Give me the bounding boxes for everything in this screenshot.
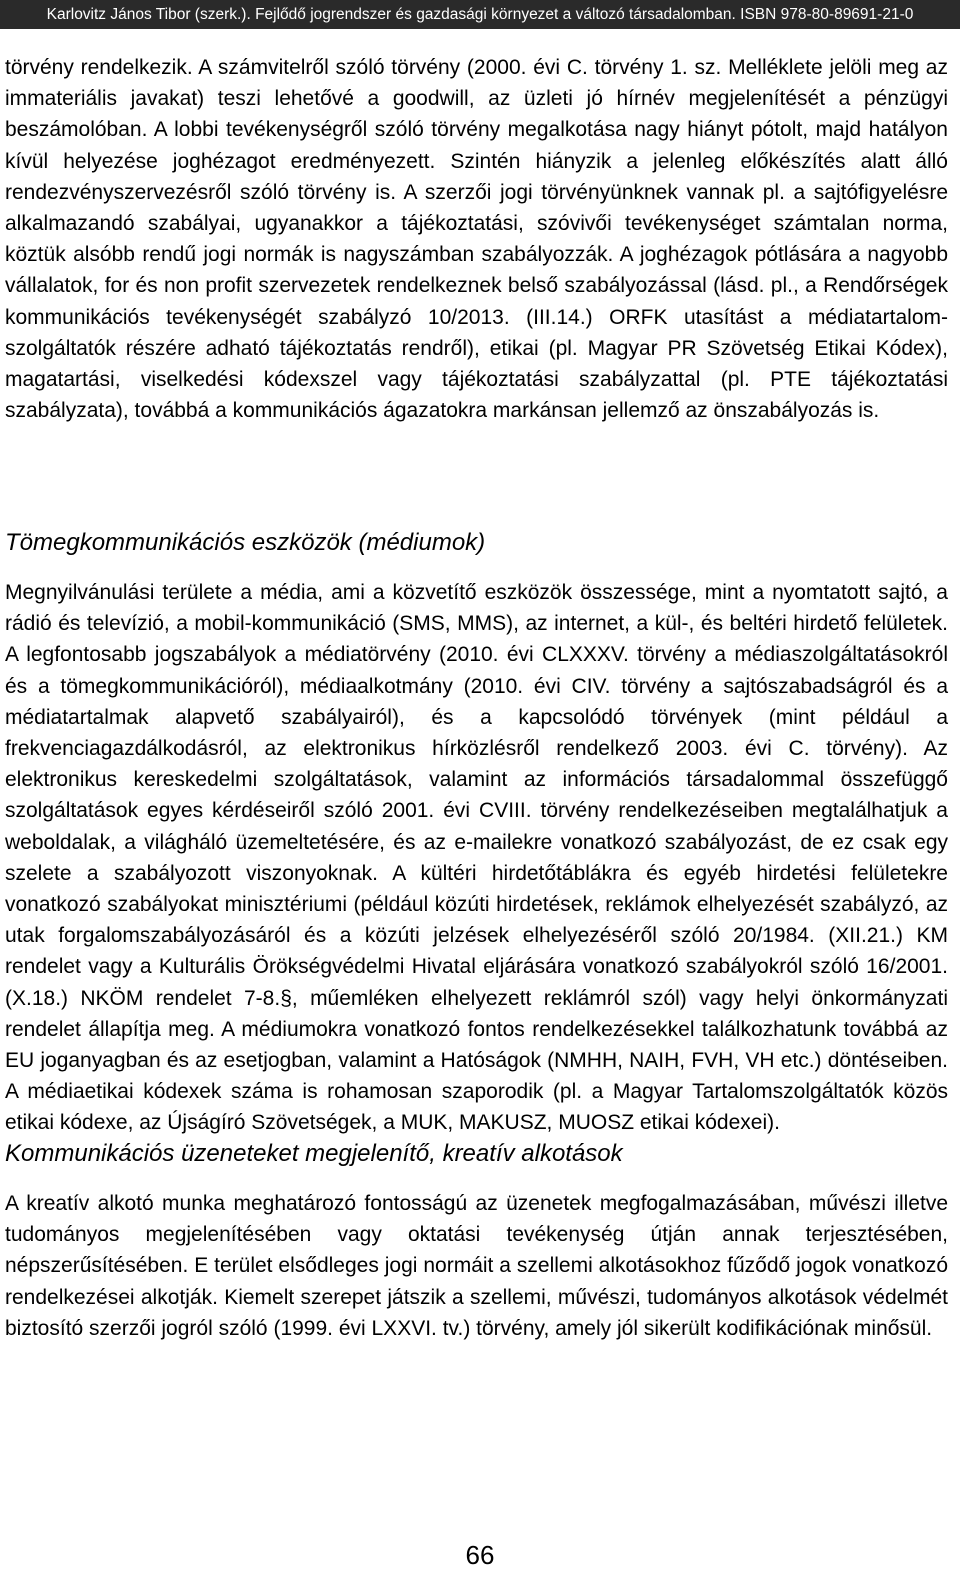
page-body	[5, 52, 948, 1340]
running-header: Karlovitz János Tibor (szerk.). Fejlődő jogrendszer és gazdasági környezet a változó társadalomban. ISBN 978-80-89691-21-0	[0, 0, 960, 29]
page-number: 66	[465, 1540, 495, 1570]
paragraph-legal-framework: törvény rendelkezik. A számvitelről szóló törvény (2000. évi C. törvény 1. sz. Melléklete jelöli meg az immateriális javakat) teszi lehetővé a goodwill, az üzleti jó hírnév megjelenítését a pénzügyi beszámolóban. A lobbi tevékenységről szóló törvény megalkotása nagy hiányt pótolt, majd hatályon kívül helyezése joghézagot eredményezett. Szintén hiányzik a jelenleg előkészítés alatt álló rendezvényszervezésről szóló törvény is. A szerzői jogi törvényünknek vannak pl. a sajtófigyelésre alkalmazandó szabályai, ugyanakkor a tájékoztatási, szóvivői tevékenységet számtalan norma, köztük alsóbb rendű jogi normák is nagyszámban szabályozzák. A joghézagok pótlására a nagyobb vállalatok, for és non profit szervezetek rendelkeznek belső szabályozással (lásd. pl., a Rendőrségek kommunikációs tevékenységét szabályzó 10/2013. (III.14.) ORFK utasítást a médiatartalom-szolgáltatók részére adható tájékoztatás rendről), etikai (pl. Magyar PR Szövetség Etikai Kódex), magatartási, viselkedési kódexszel vagy tájékoztatási szabályzattal (pl. PTE tájékoztatási szabályzata), továbbá a kommunikációs ágazatokra markánsan jellemző az önszabályozás is.	[5, 56, 948, 423]
section-heading-mass-media: Tömegkommunikációs eszközök (médiumok)	[5, 529, 486, 556]
paragraph-mass-media: Megnyilvánulási területe a média, ami a közvetítő eszközök összessége, mint a nyomtatott sajtó, a rádió és televízió, a mobil-kommunikáció (SMS, MMS), az internet, a kül-, és beltéri hirdető felületek. A legfontosabb jogszabályok a médiatörvény (2010. évi CLXXXV. törvény a médiaszolgáltatásokról és a tömegkommunikációról), médiaalkotmány (2010. évi CIV. törvény a sajtószabadságról és a médiatartalmak alapvető szabályairól), és a kapcsolódó törvények (mint például a frekvenciagazdálkodásról, az elektronikus hírközlésről rendelkező 2003. évi C. törvény). Az elektronikus kereskedelmi szolgáltatások, valamint az információs társadalommal összefüggő szolgáltatások egyes kérdéseiről szóló 2001. évi CVIII. törvény rendelkezéseiben megtalálhatjuk a weboldalak, a világháló üzemeltetésére, és az e-mailekre vonatkozó szabályozást, de ez csak egy szelete a szabályozott viszonyoknak. A kültéri hirdetőtáblákra és egyéb hirdetési felületekre vonatkozó szabályokat minisztériumi (például közúti hirdetések, reklámok elhelyezését szabályzó, az utak forgalomszabályozásáról és a közúti jelzések elhelyezéséről szóló 20/1984. (XII.21.) KM rendelet vagy a Kulturális Örökségvédelmi Hivatal eljárására vonatkozó szabályokról szóló 16/2001. (X.18.) NKÖM rendelet 7-8.§, műemléken elhelyezett reklámról szól) vagy helyi önkormányzati rendelet állapítja meg. A médiumokra vonatkozó fontos rendelkezésekkel találkozhatunk továbbá az EU joganyagban és az esetjogban, valamint a Hatóságok (NMHH, NAIH, FVH, VH etc.) döntéseiben. A médiaetikai kódexek száma is rohamosan szaporodik (pl. a Magyar Tartalomszolgáltatók közös etikai kódexe, az Újságíró Szövetségek, a MUK, MAKUSZ, MUOSZ etikai kódexei).	[5, 581, 948, 1135]
section-heading-creative-works: Kommunikációs üzeneteket megjelenítő, kreatív alkotások	[5, 1140, 623, 1167]
paragraph-creative-works: A kreatív alkotó munka meghatározó fontosságú az üzenetek megfogalmazásában, művészi illetve tudományos megjelenítésében vagy oktatási tevékenység útján annak terjesztésében, népszerűsítésében. E terület elsődleges jogi normáit a szellemi alkotásokhoz fűződő jogok vonatkozó rendelkezései alkotják. Kiemelt szerepet játszik a szellemi, művészi, tudományos alkotások védelmét biztosító szerzői jogról szóló (1999. évi LXXVI. tv.) törvény, amely jól sikerült kodifikációnak minősül.	[5, 1192, 948, 1340]
